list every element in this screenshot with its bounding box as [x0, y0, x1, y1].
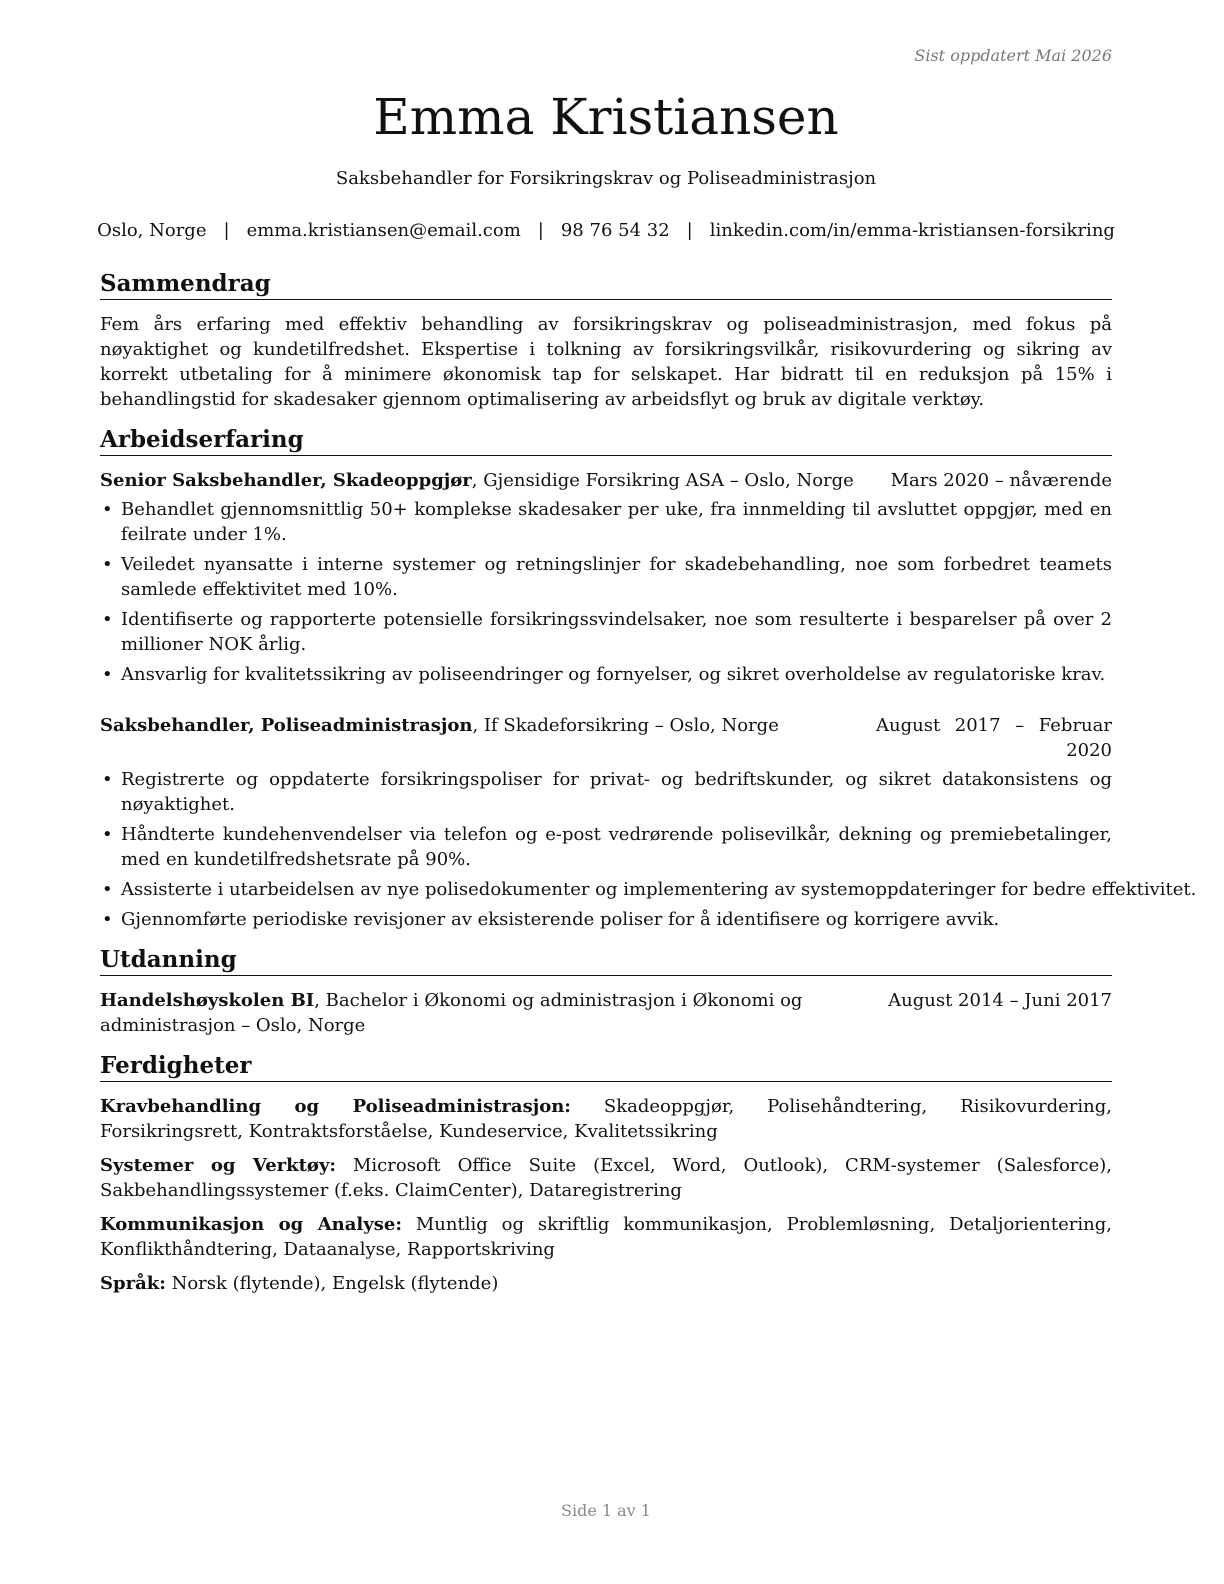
section-title-skills: Ferdigheter — [100, 1052, 1112, 1082]
spacer — [100, 692, 1112, 713]
list-item: • Ansvarlig for kvalitetssikring av poliseendringer og fornyelser, og sikret overholdelse av regulatoriske krav. — [100, 662, 1112, 687]
section-title-education: Utdanning — [100, 946, 1112, 976]
job-entry — [100, 713, 1197, 932]
section-title-summary: Sammendrag — [100, 270, 1112, 300]
skill-group — [100, 1212, 1112, 1262]
education-degree: , Bachelor i Økonomi og administrasjon i Økonomi og administrasjon – Oslo, Norge — [100, 990, 803, 1036]
skill-group — [100, 1271, 1112, 1296]
skill-text: Norsk (flytende), Engelsk (flytende) — [165, 1273, 499, 1294]
summary-text: Fem års erfaring med effektiv behandling av forsikringskrav og poliseadministrasjon, med fokus på nøyaktighet og kundetilfredshet. Ekspertise i tolkning av forsikringsvilkår, risikovurdering og sikring av korrekt utbetaling for å minimere økonomisk tap for selskapet. Har bidratt til en reduksjon på 15% i behandlingstid for skadesaker gjennom optimalisering av arbeidsflyt og bruk av digitale verktøy. — [100, 314, 1112, 410]
contact-separator: | — [686, 220, 693, 241]
spacer — [100, 937, 1112, 946]
skill-group — [100, 1094, 1112, 1144]
list-item: • Registrerte og oppdaterte forsikringspoliser for privat- og bedriftskunder, og sikret datakonsistens og nøyaktighet. — [100, 767, 1112, 817]
candidate-name: Emma Kristiansen — [373, 88, 839, 146]
skill-label: Språk: — [100, 1273, 166, 1294]
skill-text: Microsoft Office Suite (Excel, Word, Outlook), CRM-systemer (Salesforce), Sakbehandlingssystemer (f.eks. ClaimCenter), Dataregistrering — [100, 1155, 1112, 1201]
list-item: • Veiledet nyansatte i interne systemer og retningslinjer for skadebehandling, noe som forbedret teamets samlede effektivitet med 10%. — [100, 552, 1112, 602]
job-role: Saksbehandler, Poliseadministrasjon — [100, 715, 473, 736]
job-company: , Gjensidige Forsikring ASA – Oslo, Norge — [471, 470, 854, 491]
job-role: Senior Saksbehandler, Skadeoppgjør — [100, 470, 472, 491]
contact-email[interactable]: emma.kristiansen@email.com — [246, 220, 521, 241]
candidate-title: Saksbehandler for Forsikringskrav og Poliseadministrasjon — [335, 168, 877, 189]
resume-content — [100, 270, 1197, 1305]
list-item: • Assisterte i utarbeidelsen av nye polisedokumenter og implementering av systemoppdateringer for bedre effektivitet. — [100, 877, 1112, 902]
contact-linkedin[interactable]: linkedin.com/in/emma-kristiansen-forsikring — [709, 220, 1115, 241]
list-item: • Gjennomførte periodiske revisjoner av eksisterende poliser for å identifisere og korrigere avvik. — [100, 907, 1112, 932]
education-entry — [100, 988, 1112, 1038]
job-header — [100, 713, 1112, 763]
skill-label: Kommunikasjon og Analyse: — [100, 1214, 402, 1235]
job-bullets — [100, 497, 1112, 687]
last-updated: Sist oppdatert Mai 2026 — [914, 46, 1112, 65]
job-company: , If Skadeforsikring – Oslo, Norge — [472, 715, 779, 736]
skill-text: Muntlig og skriftlig kommunikasjon, Problemløsning, Detaljorientering, Konflikthåndtering, Dataanalyse, Rapportskriving — [100, 1214, 1112, 1260]
skill-text: Skadeoppgjør, Polisehåndtering, Risikovurdering, Forsikringsrett, Kontraktsforståelse, Kundeservice, Kvalitetssikring — [100, 1096, 1112, 1142]
contact-line — [97, 220, 1115, 241]
skill-group — [100, 1153, 1112, 1203]
job-dates: August 2017 – Februar 2020 — [876, 715, 1112, 761]
contact-separator: | — [537, 220, 544, 241]
education-dates: August 2014 – Juni 2017 — [888, 990, 1112, 1011]
education-school: Handelshøyskolen BI — [100, 990, 315, 1011]
list-item: • Håndterte kundehenvendelser via telefon og e-post vedrørende polisevilkår, dekning og premiebetalinger, med en kundetilfredshetsrate på 90%. — [100, 822, 1112, 872]
job-header — [100, 468, 1112, 493]
job-bullets — [100, 767, 1197, 932]
page-number: Side 1 av 1 — [561, 1501, 651, 1520]
section-title-experience: Arbeidserfaring — [100, 426, 1112, 456]
list-item: • Behandlet gjennomsnittlig 50+ komplekse skadesaker per uke, fra innmelding til avsluttet oppgjør, med en feilrate under 1%. — [100, 497, 1112, 547]
job-dates: Mars 2020 – nåværende — [890, 470, 1112, 491]
contact-phone[interactable]: 98 76 54 32 — [560, 220, 670, 241]
list-item: • Identifiserte og rapporterte potensielle forsikringssvindelsaker, noe som resulterte i besparelser på over 2 millioner NOK årlig. — [100, 607, 1112, 657]
contact-separator: | — [223, 220, 230, 241]
contact-location: Oslo, Norge — [97, 220, 207, 241]
skill-label: Systemer og Verktøy: — [100, 1155, 337, 1176]
skill-label: Kravbehandling og Poliseadministrasjon: — [100, 1096, 571, 1117]
job-entry — [100, 468, 1112, 687]
